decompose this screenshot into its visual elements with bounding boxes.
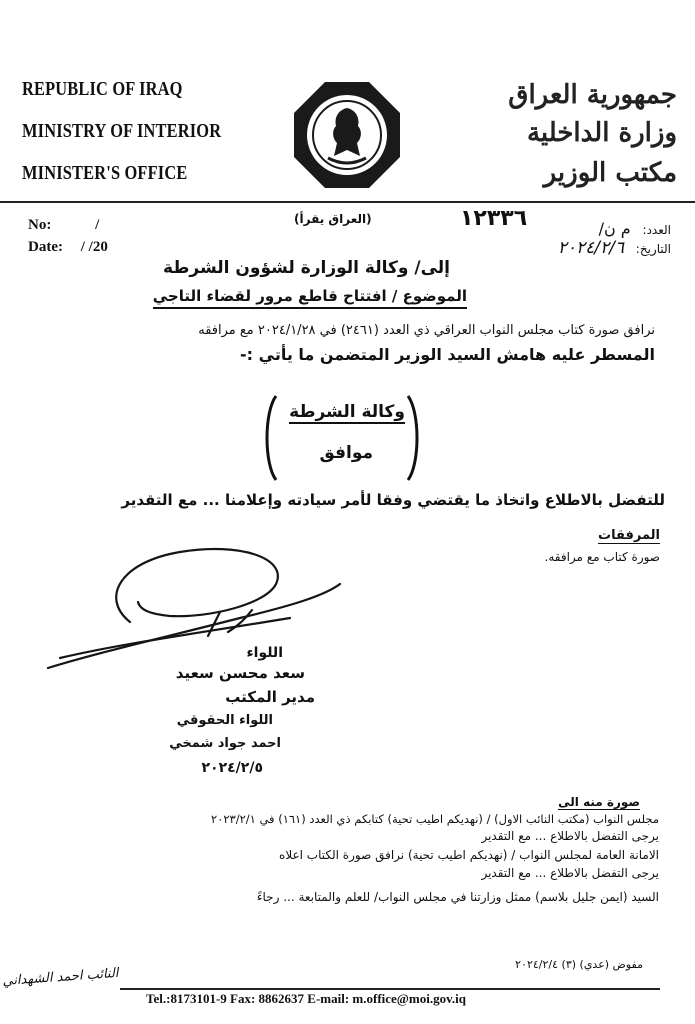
footer-contact: Tel.:8173101-9 Fax: 8862637 E-mail: m.office@moi.gov.iq [146,991,466,1006]
ministry-emblem-icon [292,80,402,190]
footer-reference: مفوض (عدي) (٣) ٢٠٢٤/٢/٤ [515,958,643,971]
copy-recipient-1: مجلس النواب (مكتب النائب الاول) / (نهديكم اطيب تحية) كتابكم ذي العدد (١٦١) في ٢٠٢٣/٢/١ [211,812,659,826]
paragraph-intro-line1: نرافق صورة كتاب مجلس النواب العراقي ذي العدد (٢٤٦١) في ٢٠٢٤/١/٢٨ مع مرافقه [198,323,655,338]
recipient: إلى/ وكالة الوزارة لشؤون الشرطة [163,258,450,278]
number-value: / [95,217,100,233]
annotation-line2: موافق [319,443,373,463]
number-label: No: [28,217,52,233]
header-ar-republic: جمهورية العراق [508,80,677,110]
copy-note-1: يرجى التفضل بالاطلاع ... مع التقدير [481,829,659,843]
copies-label: صورة منه الى [558,795,640,809]
header-en-office: MINISTER'S OFFICE [22,162,188,184]
subject: الموضوع / افتتاح قاطع مرور لقضاء التاجي [153,287,467,309]
handwritten-note: النائب احمد الشهداني [2,965,119,989]
serial-number: ١٢٣٣٦ [460,206,528,231]
date-label: Date: [28,239,63,255]
signatory-rank: اللواء [246,645,283,661]
header-ar-office: مكتب الوزير [543,158,677,188]
sub-signatory-rank: اللواء الحقوقي [176,713,273,728]
date-value: / /20 [80,239,108,255]
motto: (العراق يقرأ) [294,212,372,226]
footer-divider [120,988,660,990]
paragraph-request: للتفضل بالاطلاع واتخاذ ما يقتضي وفقا لأمر سيادته وإعلامنا ... مع التقدير [121,491,665,509]
ar-date-value: ٢٠٢٤/٢/٦ [557,238,624,258]
date-field [28,239,108,256]
paragraph-intro-line2: المسطر عليه هامش السيد الوزير المتضمن ما يأتي :- [240,345,655,364]
header-en-ministry: MINISTRY OF INTERIOR [22,120,222,142]
signature-date: ٢٠٢٤/٢/٥ [201,760,263,776]
annotation-line1: وكالة الشرطة [289,402,405,422]
signatory-title: مدير المكتب [225,688,315,706]
ar-number-value: م ن/ [598,219,631,238]
handwritten-signature-icon [40,540,360,680]
header-en-republic: REPUBLIC OF IRAQ [22,78,183,100]
ar-date-field [558,238,671,258]
ar-number-label: العدد: [642,223,671,237]
copy-note-2: يرجى التفضل بالاطلاع ... مع التقدير [481,866,659,880]
attachments-item: صورة كتاب مع مرافقه. [544,550,660,564]
sub-signatory-name: احمد جواد شمخي [169,736,281,751]
signatory-name: سعد محسن سعيد [175,664,305,682]
copy-recipient-3: السيد (ايمن جليل بلاسم) ممثل وزارتنا في مجلس النواب/ للعلم والمتابعة ... رجاءً [256,890,659,904]
number-field [28,217,99,234]
copy-recipient-2: الامانة العامة لمجلس النواب / (نهديكم اطيب تحية) نرافق صورة الكتاب اعلاه [279,848,659,862]
attachments-label: المرفقات [598,528,660,543]
ar-date-label: التاريخ: [635,242,671,256]
ar-number-field [599,219,671,238]
header-ar-ministry: وزارة الداخلية [526,118,677,148]
header-divider [0,201,695,203]
